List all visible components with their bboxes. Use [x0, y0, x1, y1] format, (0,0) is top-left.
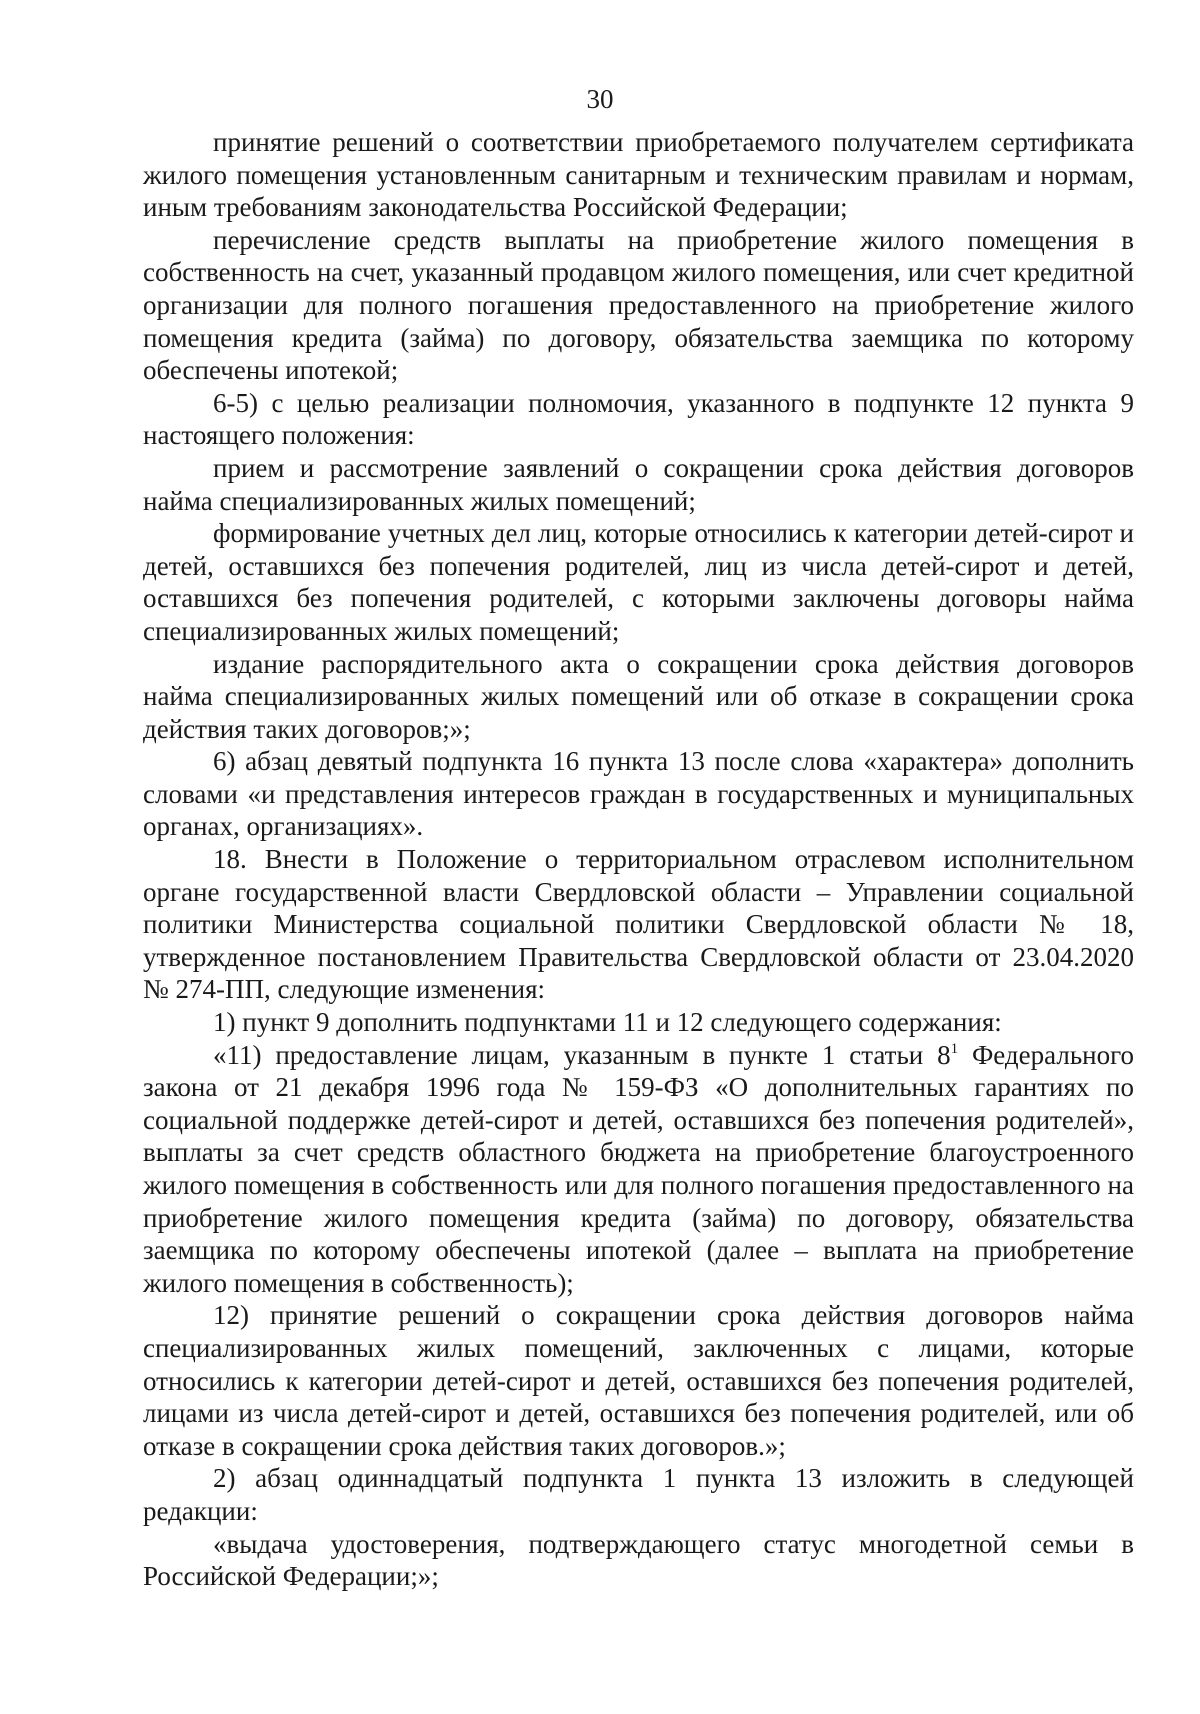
- paragraph: 18. Внести в Положение о территориальном отраслевом исполнительном органе государственной власти Свердловской области – Управлении социальной политики Министерства социальной политики Свердловской области № 18, утвержденное постановлением Правительства Свердловской области от 23.04.2020 № 274-ПП, следующие изменения:: [143, 844, 1134, 1005]
- page-number: 30: [586, 84, 614, 114]
- paragraph: 6) абзац девятый подпункта 16 пункта 13 после слова «характера» дополнить словами «и представления интересов граждан в государственных и муниципальных органах, организациях».: [143, 746, 1134, 842]
- paragraph: 2) абзац одиннадцатый подпункта 1 пункта 13 изложить в следующей редакции:: [143, 1463, 1134, 1526]
- paragraph: прием и рассмотрение заявлений о сокращении срока действия договоров найма специализированных жилых помещений;: [143, 452, 1134, 516]
- paragraph: «выдача удостоверения, подтверждающего статус многодетной семьи в Российской Федерации;»;: [143, 1528, 1134, 1592]
- paragraph-text: «11) предоставление лицам, указанным в пункте 1 статьи 8: [213, 1039, 951, 1070]
- superscript-article-index: 1: [950, 1040, 959, 1057]
- paragraph: 6-5) с целью реализации полномочия, указанного в подпункте 12 пункта 9 настоящего положения:: [143, 387, 1134, 451]
- paragraph-text: Федерального закона от 21 декабря 1996 года № 159-ФЗ «О дополнительных гарантиях по социальной поддержке детей-сирот и детей, оставшихся без попечения родителей», выплаты за счет средств областного бюджета на приобретение благоустроенного жилого помещения в собственность или для полного погашения предоставленного на приобретение жилого помещения кредита (займа) по договору, обязательства заемщика по которому обеспечены ипотекой (далее – выплата на приобретение жилого помещения в собственность);: [143, 1039, 1134, 1298]
- paragraph: перечисление средств выплаты на приобретение жилого помещения в собственность на счет, указанный продавцом жилого помещения, или счет кредитной организации для полного погашения предоставленного на приобретение жилого помещения кредита (займа) по договору, обязательства заемщика по которому обеспечены ипотекой;: [143, 224, 1134, 386]
- paragraph: принятие решений о соответствии приобретаемого получателем сертификата жилого помещения установленным санитарным и техническим правилам и нормам, иным требованиям законодательства Российской Федерации;: [143, 127, 1134, 223]
- paragraph-subpoint-11: [143, 1039, 1134, 1300]
- document-body: [143, 126, 1134, 1593]
- paragraph: 12) принятие решений о сокращении срока действия договоров найма специализированных жилых помещений, заключенных с лицами, которые относились к категории детей-сирот и детей, оставшихся без попечения родителей, лицами из числа детей-сирот и детей, оставшихся без попечения родителей, или об отказе в сокращении срока действия таких договоров.»;: [143, 1300, 1134, 1461]
- paragraph: 1) пункт 9 дополнить подпунктами 11 и 12 следующего содержания:: [213, 1007, 1002, 1038]
- paragraph: издание распорядительного акта о сокращении срока действия договоров найма специализированных жилых помещений или об отказе в сокращении срока действия таких договоров;»;: [143, 648, 1134, 744]
- paragraph: формирование учетных дел лиц, которые относились к категории детей-сирот и детей, оставшихся без попечения родителей, лиц из числа детей-сирот и детей, оставшихся без попечения родителей, с которыми заключены договоры найма специализированных жилых помещений;: [143, 518, 1134, 646]
